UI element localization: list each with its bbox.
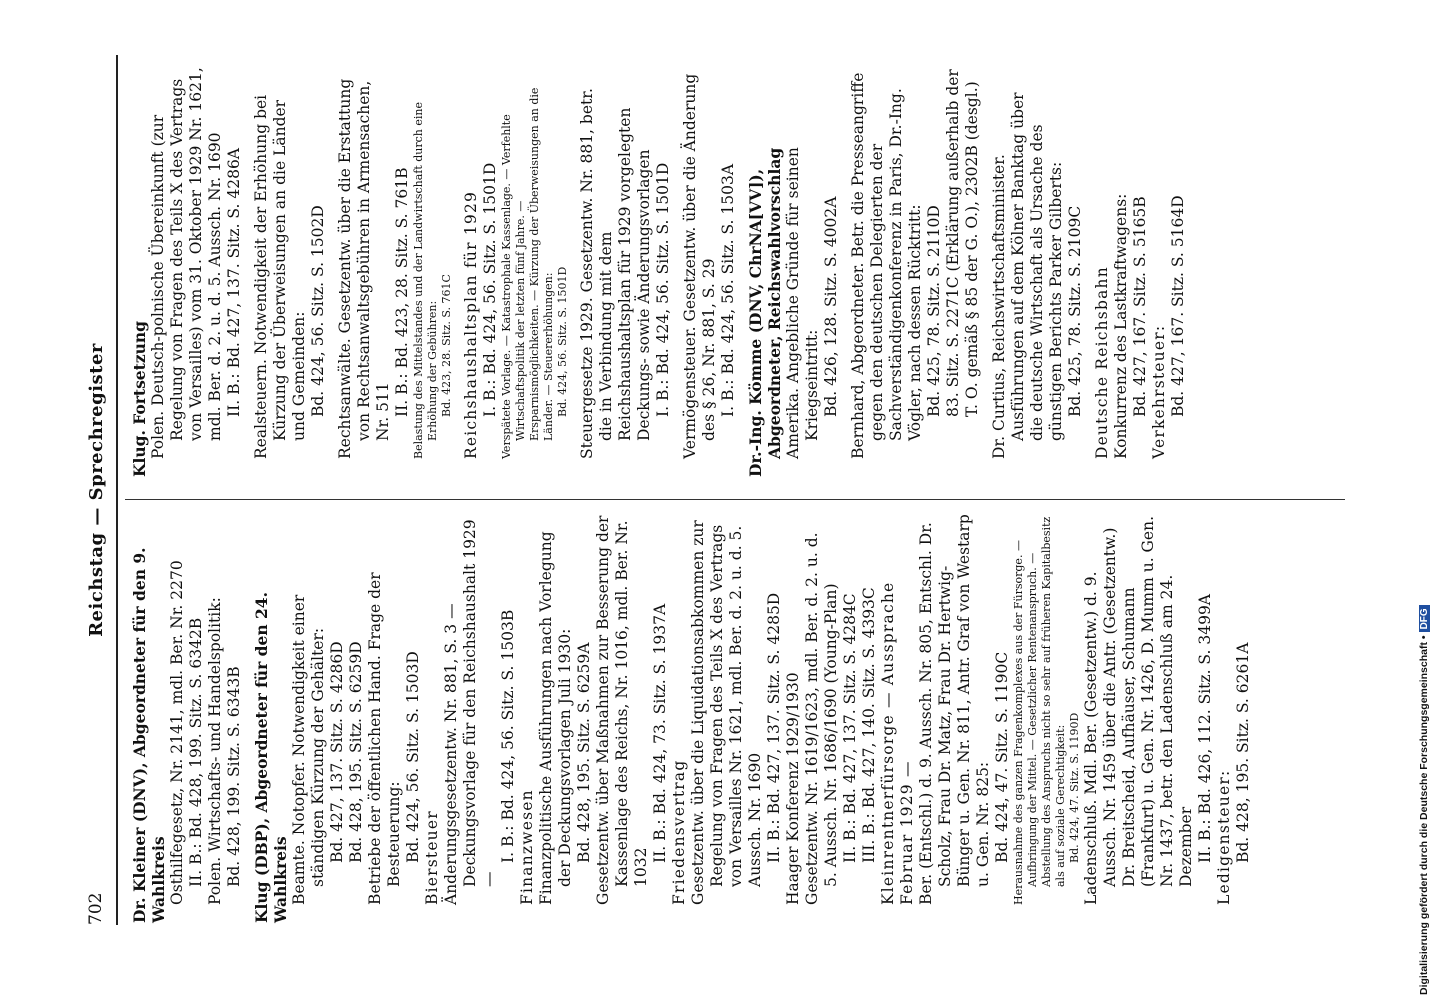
index-entry: Finanzwesen [518, 789, 536, 905]
index-entry: Bd. 425, 78. Sitz. S. 2109C [1066, 205, 1084, 417]
index-entry: Biersteuer [423, 810, 441, 905]
index-entry: Bd. 427, 167. Sitz. S. 5165B [1131, 196, 1149, 417]
index-entry: Finanzpolitische Ausführungen nach Vorlegung der Deckungsvorlagen Juli 1930: [537, 531, 574, 905]
left-column [130, 513, 1253, 923]
index-entry: I. B.: Bd. 424, 56. Sitz. S. 1503A [719, 163, 737, 417]
index-entry: Bd. 424, 56. Sitz. S. 1501D [556, 266, 569, 417]
index-entry: Ladenschluß. Mdl. Ber. (Gesetzentw.) d. 9. Aussch. Nr. 1459 über die Antr. (Gesetzentw.) Dr. Breitscheid, Aufhäuser, Schumann (Frankfurt) u. Gen. Nr. 1426, D. Mumm u. Gen. Nr. 1437, betr. den Ladenschluß am 24. Dezember [1082, 515, 1195, 905]
index-entry: Realsteuern. Notwendigkeit der Erhöhung bei Kürzung der Überweisungen an die Länder und Gemeinden: [252, 94, 308, 459]
index-entry: Klug. Fortsetzung [130, 320, 149, 477]
index-entry: Ber. (Entschl.) d. 9. Aussch. Nr. 805, Entschl. Dr. Scholz, Frau Dr. Matz, Frau Dr. Hertwig-Bünger u. Gen. Nr. 811, Antr. Graf von Westarp u. Gen. Nr. 825: [917, 514, 992, 905]
document-page [70, 15, 1370, 965]
digitization-note [1418, 605, 1430, 995]
index-entry: II. B.: Bd. 427, 137. Sitz. S. 4284C [841, 593, 859, 863]
right-column [130, 67, 1188, 477]
index-entry: Bernhard, Abgeordneter. Betr. die Presseangriffe gegen den deutschen Delegierten der Sachverständigenkonferenz in Paris, Dr.-Ing. Vögler, nach dessen Rücktritt: [849, 72, 924, 459]
page-header [80, 55, 120, 925]
index-entry: II. B.: Bd. 426, 112. Sitz. S. 3499A [1196, 594, 1214, 863]
index-entry: Bd. 424, 47. Sitz. S. 1190C [993, 651, 1011, 863]
index-entry: II. B.: Bd. 424, 73. Sitz. S. 1937A [651, 603, 669, 863]
index-entry: II. B.: Bd. 428, 199. Sitz. S. 6342B [187, 617, 205, 887]
index-entry: Gesetzentw. Nr. 1619/1623, mdl. Ber. d. 2. u. d. 5. Aussch. Nr. 1686/1690 (Young-Plan) [803, 532, 840, 905]
index-entry: Beamte. Notopfer. Notwendigkeit einer ständigen Kürzung der Gehälter: [290, 594, 327, 905]
index-entry: Haager Konferenz 1929/1930 [784, 672, 802, 905]
index-entry: Bd. 424, 56. Sitz. S. 1502D [309, 205, 327, 417]
index-entry: III. B.: Bd. 427, 140. Sitz. S. 4393C [860, 587, 878, 863]
digitization-text: Digitalisierung gefördert durch die Deutsche Forschungsgemeinschaft • [1418, 635, 1430, 995]
index-entry: Kleinrentnerfürsorge — Aussprache Februar 1929 — [879, 581, 916, 905]
index-entry: Bd. 428, 199. Sitz. S. 6343B [225, 666, 243, 887]
index-entry: Steuergesetze 1929. Gesetzentw. Nr. 881, betr. die in Verbindung mit dem Reichshaushaltsplan für 1929 vorgelegten Deckungs- sowie Änderungsvorlagen [578, 88, 653, 459]
index-entry: Amerika. Angebliche Gründe für seinen Kriegseintritt: [784, 147, 821, 459]
index-entry: Änderungsgesetzentw. Nr. 881, S. 3 — Deckungsvorlage für den Reichshaushalt 1929 — [442, 519, 498, 905]
index-entry: I. B.: Bd. 424, 56. Sitz. S. 1503B [499, 609, 517, 863]
index-entry: Bd. 425, 78. Sitz. S. 2110D [925, 205, 943, 417]
index-entry: Reichshaushaltsplan für 1929 [462, 190, 480, 459]
index-entry: Verkehrsteuer: [1150, 324, 1168, 459]
index-entry: Bd. 428, 195. Sitz. S. 6261A [1234, 642, 1252, 863]
dfg-badge: DFG [1419, 605, 1430, 632]
index-entry: II. B.: Bd. 427, 137. Sitz. S. 4285D [765, 592, 783, 863]
index-entry: Ledigensteuer: [1215, 769, 1233, 905]
index-entry: II. B.: Bd. 427, 137. Sitz. S. 4286A [225, 148, 243, 417]
index-entry: Polen. Deutsch-polnische Übereinkunft (zur Regelung von Fragen des Teils X des Vertrags von Versailles) vom 31. Oktober 1929 Nr. 1621, mdl. Ber. d. 2. u. d. 5. Aussch. Nr. 1690 [149, 67, 224, 459]
index-entry: I. B.: Bd. 424, 56. Sitz. S. 1501D [654, 162, 672, 417]
header-rule [116, 55, 118, 925]
index-entry: Dr.-Ing. Kömme (DNV, ChrNA[VV]), Abgeordneter, Reichswahlvorschlag [746, 147, 784, 477]
index-entry: Bd. 428, 195. Sitz. S. 6259D [347, 641, 365, 863]
column-divider [125, 499, 1345, 500]
index-entry: Bd. 427, 167. Sitz. S. 5164D [1169, 195, 1187, 417]
index-entry: Rechtsanwälte. Gesetzentw. über die Erstattung von Rechtsanwaltsgebühren in Armensachen, Nr. 511 [336, 78, 392, 459]
index-entry: Vermögensteuer. Gesetzentw. über die Änderung des § 26, Nr. 881, S. 29 [681, 73, 718, 459]
index-entry: Klug (DBP), Abgeordneter für den 24. Wahlkreis [252, 592, 290, 923]
index-entry: Gesetzentw. über die Liquidationsabkommen zur Regelung von Fragen des Teils X des Vertrags von Versailles Nr. 1621, mdl. Ber. d. 2. u. d. 5. Aussch. Nr. 1690 [689, 520, 764, 905]
page-title: Reichstag — Sprechregister [86, 343, 107, 637]
index-entry: Deutsche Reichsbahn [1093, 266, 1111, 459]
index-entry: Herausnahme des ganzen Fragenkomplexes aus der Fürsorge. — Aufbringung der Mittel. — Gesetzlicher Rentenanspruch. — Abstellung des Anspruchs nicht so sehr auf früheren Kapitalbesitz als auf soziale Gerechtigkeit: [1012, 516, 1067, 905]
index-entry: Bd. 428, 195. Sitz. S. 6259A [575, 642, 593, 863]
index-entry: Osthilfegesetz, Nr. 2141, mdl. Ber. Nr. 2270 [168, 560, 186, 905]
index-entry: Bd. 427, 137. Sitz. S. 4286D [328, 641, 346, 863]
index-entry: I. B.: Bd. 424, 56. Sitz. S. 1501D [481, 162, 499, 417]
index-entry: Dr. Kleiner (DNV), Abgeordneter für den 9. Wahlkreis [130, 547, 168, 923]
index-entry: Belastung des Mittelstandes und der Landwirtschaft durch eine Erhöhung der Gebühren: [412, 102, 439, 459]
index-entry: II. B.: Bd. 423, 28. Sitz. S. 761B [393, 167, 411, 417]
index-entry: Konkurrenz des Lastkraftwagens: [1112, 193, 1130, 459]
index-entry: Verspätete Vorlage. — Katastrophale Kassenlage. — Verfehlte Wirtschaftspolitik der letzten fünf Jahre. — Ersparnismöglichkeiten. — Kürzung der Überweisungen an die Länder. — Steuererhöhungen: [500, 87, 555, 459]
index-entry: Bd. 424, 56. Sitz. S. 1503D [404, 651, 422, 863]
index-entry: Bd. 426, 128. Sitz. S. 4002A [822, 196, 840, 417]
page-number: 702 [86, 892, 106, 925]
index-entry: 83. Sitz. S. 2271C (Erklärung außerhalb der T. O. gemäß § 85 der G. O.), 2302B (desgl.) [944, 69, 981, 417]
index-entry: Dr. Curtius, Reichswirtschaftsminister. Ausführungen auf dem Kölner Banktag über die deutsche Wirtschaft als Ursache des günstigen Berichts Parker Gilberts: [990, 92, 1065, 459]
index-entry: Bd. 423, 28. Sitz. S. 761C [440, 274, 453, 417]
index-entry: Betriebe der öffentlichen Hand. Frage der Besteuerung: [366, 572, 403, 905]
index-entry: Gesetzentw. über Maßnahmen zur Besserung der Kassenlage des Reichs, Nr. 1016, mdl. Ber. Nr. 1032 [594, 515, 650, 905]
index-entry: Polen. Wirtschafts- und Handelspolitik: [206, 597, 224, 905]
index-entry: Bd. 424, 47. Sitz. S. 1190D [1068, 712, 1081, 863]
index-entry: Friedensvertrag [670, 759, 688, 905]
